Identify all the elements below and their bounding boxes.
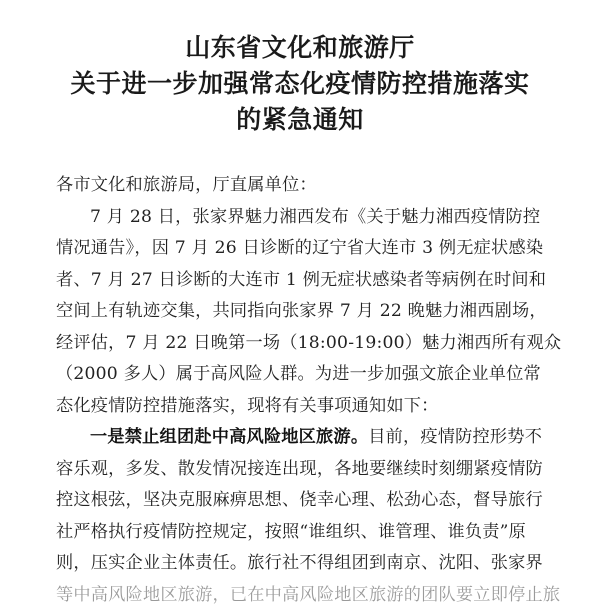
title-line-3: 的紧急通知 [236, 105, 364, 134]
paragraph-1-line: 者、7 月 27 日诊断的大连市 1 例无症状感染者等病例在时间和 [56, 269, 547, 290]
title-line-2: 关于进一步加强常态化疫情防控措施落实 [70, 69, 530, 98]
paragraph-2-line: 控这根弦，坚决克服麻痹思想、侥幸心理、松劲心态，督导旅行 [56, 490, 543, 510]
paragraph-2-heading: 一是禁止组团赴中高风险地区旅游。 [90, 427, 369, 447]
paragraph-1-line: 情况通告》，因 7 月 26 日诊断的辽宁省大连市 3 例无症状感染 [56, 238, 544, 258]
paragraph-2-line: 容乐观，多发、散发情况接连出现，各地要继续时刻绷紧疫情防 [56, 458, 543, 479]
paragraph-2-cut-line: 等中高风险地区旅游，已在中高风险地区旅游的团队要立即停止旅 [56, 584, 561, 605]
paragraph-2-first-line [56, 422, 556, 454]
paragraph-1-line: （2000 多人）属于高风险人群。为进一步加强文旅企业单位常 [56, 364, 541, 384]
paragraph-2-line: 社严格执行疫情防控规定，按照“谁组织、谁管理、谁负责”原 [56, 521, 527, 542]
document-body [56, 170, 562, 611]
paragraph-1-line: 空间上有轨迹交集，共同指向张家界 7 月 22 晚魅力湘西剧场， [56, 301, 547, 321]
paragraph-2-first-line-rest: 目前，疫情防控形势不 [368, 427, 543, 447]
paragraph-1-line: 态化疫情防控措施落实，现将有关事项通知如下： [56, 395, 439, 416]
document-title [0, 30, 600, 138]
paragraph-1 [56, 202, 562, 423]
paragraph-2 [56, 422, 561, 611]
paragraph-2-line: 则，压实企业主体责任。旅行社不得组团到南京、沈阳、张家界 [56, 553, 543, 573]
salutation: 各市文化和旅游局，厅直属单位： [56, 175, 317, 195]
paragraph-1-line: 经评估，7 月 22 日晚第一场（18:00-19:00）魅力湘西所有观众 [56, 332, 562, 353]
paragraph-1-line: 7 月 28 日，张家界魅力湘西发布《关于魅力湘西疫情防控 [90, 206, 541, 227]
title-line-1: 山东省文化和旅游厅 [185, 33, 415, 62]
